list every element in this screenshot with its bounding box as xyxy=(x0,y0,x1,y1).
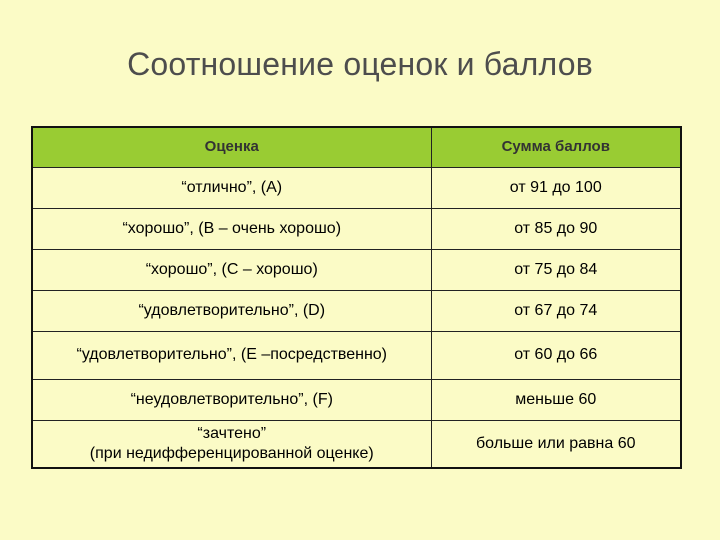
table-row xyxy=(32,420,681,468)
points-cell: от 67 до 74 xyxy=(431,290,681,331)
grade-cell: “отлично”, (А) xyxy=(32,167,431,208)
points-cell: от 60 до 66 xyxy=(431,331,681,379)
table-row xyxy=(32,249,681,290)
points-cell: от 85 до 90 xyxy=(431,208,681,249)
grade-cell: “хорошо”, (С – хорошо) xyxy=(32,249,431,290)
table-row xyxy=(32,379,681,420)
grade-cell: “удовлетворительно”, (D) xyxy=(32,290,431,331)
grade-cell: “неудовлетворительно”, (F) xyxy=(32,379,431,420)
points-cell: от 91 до 100 xyxy=(431,167,681,208)
table-row xyxy=(32,290,681,331)
header-grade: Оценка xyxy=(32,127,431,167)
table-header-row xyxy=(32,127,681,167)
grade-cell-line2: (при недифференцированной оценке) xyxy=(89,444,374,462)
table-row xyxy=(32,167,681,208)
table-row xyxy=(32,331,681,379)
points-cell: меньше 60 xyxy=(431,379,681,420)
grades-table xyxy=(31,126,682,469)
points-cell: от 75 до 84 xyxy=(431,249,681,290)
grade-cell xyxy=(32,420,431,468)
slide-title: Соотношение оценок и баллов xyxy=(127,46,593,82)
grade-cell: “хорошо”, (В – очень хорошо) xyxy=(32,208,431,249)
points-cell: больше или равна 60 xyxy=(431,420,681,468)
grade-cell-line1: “зачтено” xyxy=(197,424,267,442)
grade-cell: “удовлетворительно”, (Е –посредственно) xyxy=(32,331,431,379)
table-row xyxy=(32,208,681,249)
header-points: Сумма баллов xyxy=(431,127,681,167)
